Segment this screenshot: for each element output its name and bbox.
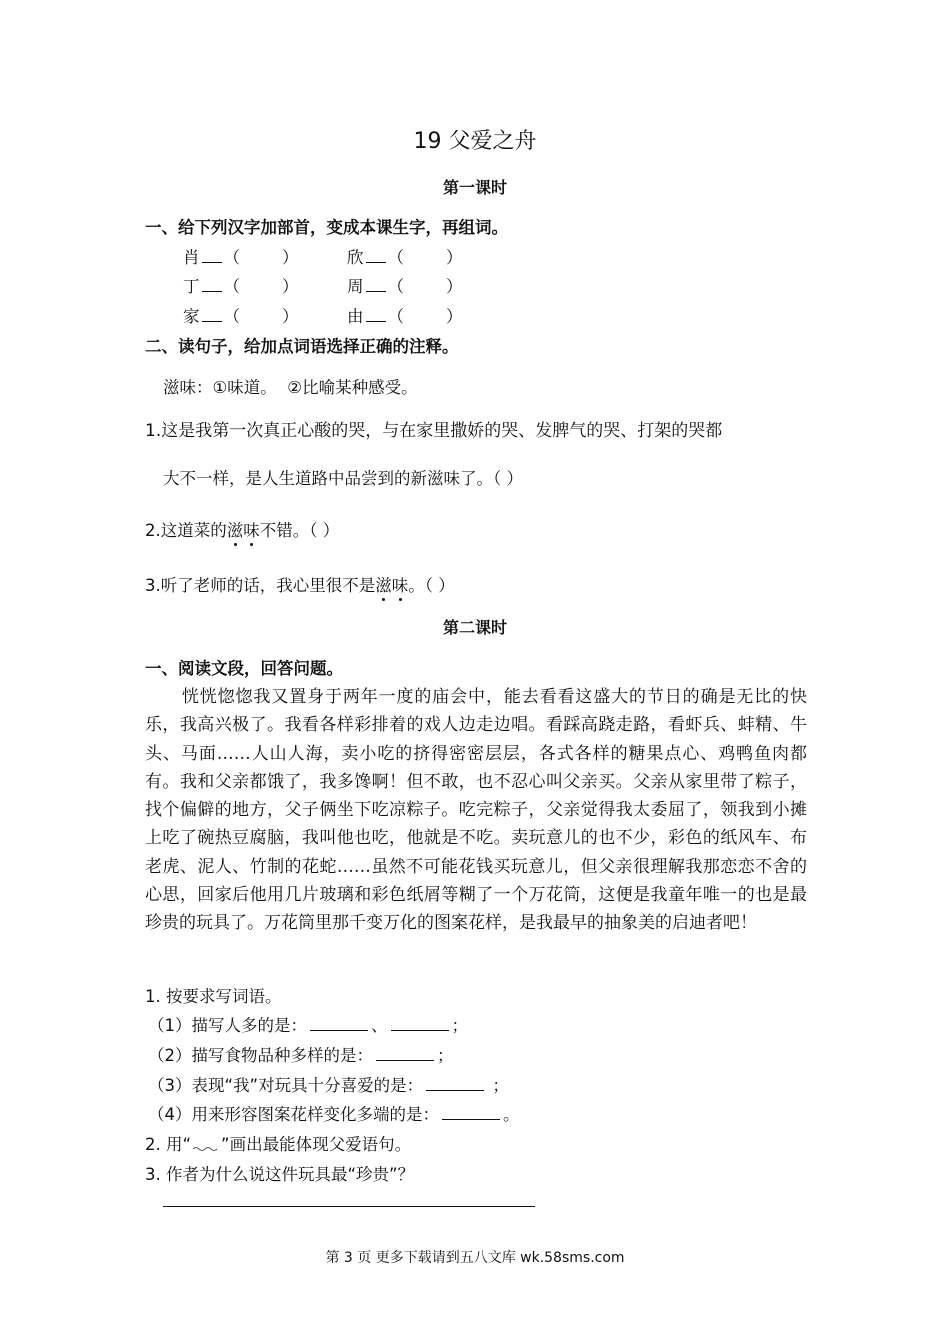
answer-blank[interactable]: [426, 1076, 484, 1091]
lesson2-question-1-title: 一、阅读文段，回答问题。: [145, 659, 343, 678]
dotted-char: 滋: [375, 572, 392, 596]
sub-question-1c: （3）表现“我”对玩具十分喜爱的是： ；: [148, 1076, 509, 1095]
lesson-1-heading: 第一课时: [442, 178, 507, 197]
radical-item: 丁 （ ）: [183, 277, 299, 296]
radical-item: 欣 （ ）: [347, 248, 463, 267]
sub-question-1-label: 1. 按要求写词语。: [145, 987, 282, 1006]
dotted-char: 味: [392, 572, 409, 596]
page-title: 19 父爱之舟: [413, 129, 537, 154]
radical-item: 肖 （ ）: [183, 248, 299, 267]
answer-blank[interactable]: [376, 1046, 434, 1061]
sentence-1-line-1: 1.这是我第一次真正心酸的哭，与在家里撒娇的哭、发脾气的哭、打架的哭都: [145, 421, 723, 441]
radical-item: 由 （ ）: [347, 307, 463, 326]
lesson1-question-1-title: 一、给下列汉字加部首，变成本课生字，再组词。: [145, 218, 508, 237]
answer-blank[interactable]: [202, 248, 222, 263]
answer-blank[interactable]: [202, 277, 222, 292]
reading-passage: 恍恍惚惚我又置身于两年一度的庙会中，能去看看这盛大的节日的确是无比的快乐，我高兴极了。我看各样彩排着的戏人边走边唱。看踩高跷走路，看虾兵、蚌精、牛头、马面……人山人海，卖小吃的挤得密密层层，各式各样的糖果点心、鸡鸭鱼肉都有。我和父亲都饿了，我多馋啊！但不敢，也不忍心叫父亲买。父亲从家里带了粽子，找个偏僻的地方，父子俩坐下吃凉粽子。吃完粽子，父亲觉得我太委屈了，领我到小摊上吃了碗热豆腐脑，我叫他也吃，他就是不吃。卖玩意儿的也不少，彩色的纸风车、布老虎、泥人、竹制的花蛇……虽然不可能花钱买玩意儿，但父亲很理解我那恋恋不舍的心思，回家后他用几片玻璃和彩色纸屑等糊了一个万花筒，这便是我童年唯一的也是最珍贵的玩具了。万花筒里那千变万化的图案花样，是我最早的抽象美的启迪者吧！: [145, 687, 807, 934]
sub-question-2: 2. 用“ ”画出最能体现父爱语句。: [145, 1135, 412, 1154]
answer-blank[interactable]: [366, 277, 386, 292]
sentence-3: 3.听了老师的话，我心里很不是滋味。（ ）: [145, 572, 455, 596]
sub-question-1a: （1）描写人多的是： 、 ；: [148, 1016, 468, 1035]
answer-blank[interactable]: [391, 1016, 449, 1031]
definition-line: 滋味：①味道。 ②比喻某种感受。: [163, 378, 418, 397]
lesson-2-heading: 第二课时: [442, 618, 507, 637]
answer-line[interactable]: [163, 1206, 535, 1207]
answer-blank[interactable]: [310, 1016, 368, 1031]
answer-blank[interactable]: [366, 307, 386, 322]
page-footer: 第 3 页 更多下载请到五八文库 wk.58sms.com: [325, 1250, 625, 1266]
sub-question-3: 3. 作者为什么说这件玩具最“珍贵”？: [145, 1165, 415, 1184]
answer-blank[interactable]: [442, 1105, 500, 1120]
radical-item: 家 （ ）: [183, 307, 299, 326]
sentence-2: 2.这道菜的滋味不错。（ ）: [145, 517, 339, 541]
sentence-1-line-2: 大不一样，是人生道路中品尝到的新滋味了。（ ）: [163, 469, 523, 488]
dotted-char: 滋: [227, 517, 244, 541]
lesson1-question-2-title: 二、读句子，给加点词语选择正确的注释。: [145, 337, 459, 356]
sub-question-1d: （4）用来形容图案花样变化多端的是： 。: [148, 1105, 520, 1124]
dotted-char: 味: [243, 517, 260, 541]
answer-blank[interactable]: [202, 307, 222, 322]
wavy-underline-icon: [191, 1136, 221, 1150]
sub-question-1b: （2）描写食物品种多样的是： ；: [148, 1046, 454, 1065]
answer-blank[interactable]: [366, 248, 386, 263]
radical-item: 周 （ ）: [347, 277, 463, 296]
